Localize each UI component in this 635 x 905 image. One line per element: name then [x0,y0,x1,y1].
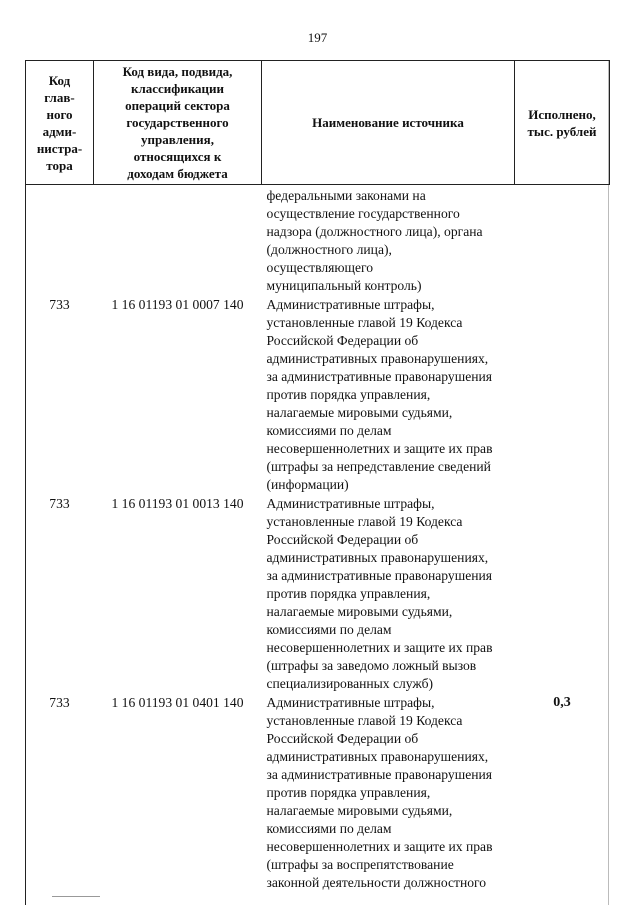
page-number: 197 [307,30,328,45]
source-name-line: налагаемые мировыми судьями, [266,803,453,818]
source-name-line: административных правонарушениях, [266,550,489,565]
header-kbk-code [94,61,262,185]
header-line: управления, [141,132,214,147]
source-name-line: за административные правонарушения [266,369,493,384]
cell-kbk-code: 1 16 01193 01 0013 140 [111,496,244,511]
header-line: нистра- [36,140,83,156]
source-name-line: комиссиями по делам [266,622,392,637]
source-name-line: установленные главой 19 Кодекса [266,713,463,728]
header-line: адми- [42,123,77,139]
source-name-line: (штрафы за воспрепятствование [266,857,454,872]
source-name-line: налагаемые мировыми судьями, [266,405,453,420]
source-name-line: несовершеннолетних и защите их прав [266,839,493,854]
cell-source-name [262,185,515,297]
table-row [26,495,610,694]
source-name-line: несовершеннолетних и защите их прав [266,640,493,655]
source-name-line: за административные правонарушения [266,568,493,583]
source-name-line: Административные штрафы, [266,297,435,312]
cell-kbk-code: 1 16 01193 01 0401 140 [111,695,244,710]
cell-admin-code [26,185,94,297]
cell-source-name [262,296,515,495]
source-name-line: комиссиями по делам [266,423,392,438]
source-name-line: специализированных служб) [266,676,434,691]
header-line: операций сектора [125,98,230,113]
cell-kbk-code: 1 16 01193 01 0007 140 [111,297,244,312]
header-line: глав- [44,89,75,105]
source-name-line: Административные штрафы, [266,496,435,511]
cell-executed [515,495,610,694]
source-name-line: установленные главой 19 Кодекса [266,315,463,330]
header-line: доходам бюджета [127,166,228,181]
cell-admin-code: 733 [49,496,70,511]
table-row-continuation [26,185,610,297]
source-name-line: Российской Федерации об [266,532,419,547]
cell-admin-code: 733 [49,695,70,710]
cell-admin-code: 733 [49,297,70,312]
source-name-line: (информации) [266,477,349,492]
cell-kbk-code [94,185,262,297]
table-row [26,296,610,495]
source-name-line: налагаемые мировыми судьями, [266,604,453,619]
header-line: Исполнено, [528,106,596,122]
header-line: государственного [126,115,229,130]
source-name-line: административных правонарушениях, [266,351,489,366]
header-line: классификации [130,81,225,96]
header-line: тора [46,157,73,173]
source-name-line: против порядка управления, [266,785,431,800]
source-name-line: против порядка управления, [266,387,431,402]
source-name-line: административных правонарушениях, [266,749,489,764]
cell-executed: 0,3 [553,695,571,710]
source-name-line: против порядка управления, [266,586,431,601]
source-name-line: законной деятельности должностного [266,875,487,890]
source-name-line: осуществляющего [266,260,374,275]
source-name-line: несовершеннолетних и защите их прав [266,441,493,456]
cell-source-name [262,495,515,694]
source-name-line: (должностного лица), [266,242,392,257]
source-name-line: (штрафы за заведомо ложный вызов [266,658,477,673]
table-header-row [26,61,610,185]
budget-revenue-table [25,60,610,893]
source-name-line: федеральными законами на [266,188,426,203]
cell-executed [515,296,610,495]
header-executed [515,61,610,185]
cell-executed [515,185,610,297]
header-line: Код вида, подвида, [122,64,233,79]
source-name-line: надзора (должностного лица), органа [266,224,483,239]
cell-source-name [262,694,515,893]
source-name-line: Административные штрафы, [266,695,435,710]
source-name-line: (штрафы за непредставление сведений [266,459,491,474]
source-name-line: установленные главой 19 Кодекса [266,514,463,529]
header-line: тыс. рублей [527,123,597,139]
source-name-line: комиссиями по делам [266,821,392,836]
source-name-line: Российской Федерации об [266,731,419,746]
header-line: Код [48,72,71,88]
source-name-line: осуществление государственного [266,206,460,221]
source-name-line: муниципальный контроль) [266,278,422,293]
table-row [26,694,610,893]
bottom-margin-mark [52,896,100,897]
source-name-line: Российской Федерации об [266,333,419,348]
source-name-line: за административные правонарушения [266,767,493,782]
header-source-name [262,61,515,185]
header-admin-code [26,61,94,185]
header-line: ного [46,106,73,122]
header-line: Наименование источника [312,115,464,130]
header-line: относящихся к [133,149,222,164]
